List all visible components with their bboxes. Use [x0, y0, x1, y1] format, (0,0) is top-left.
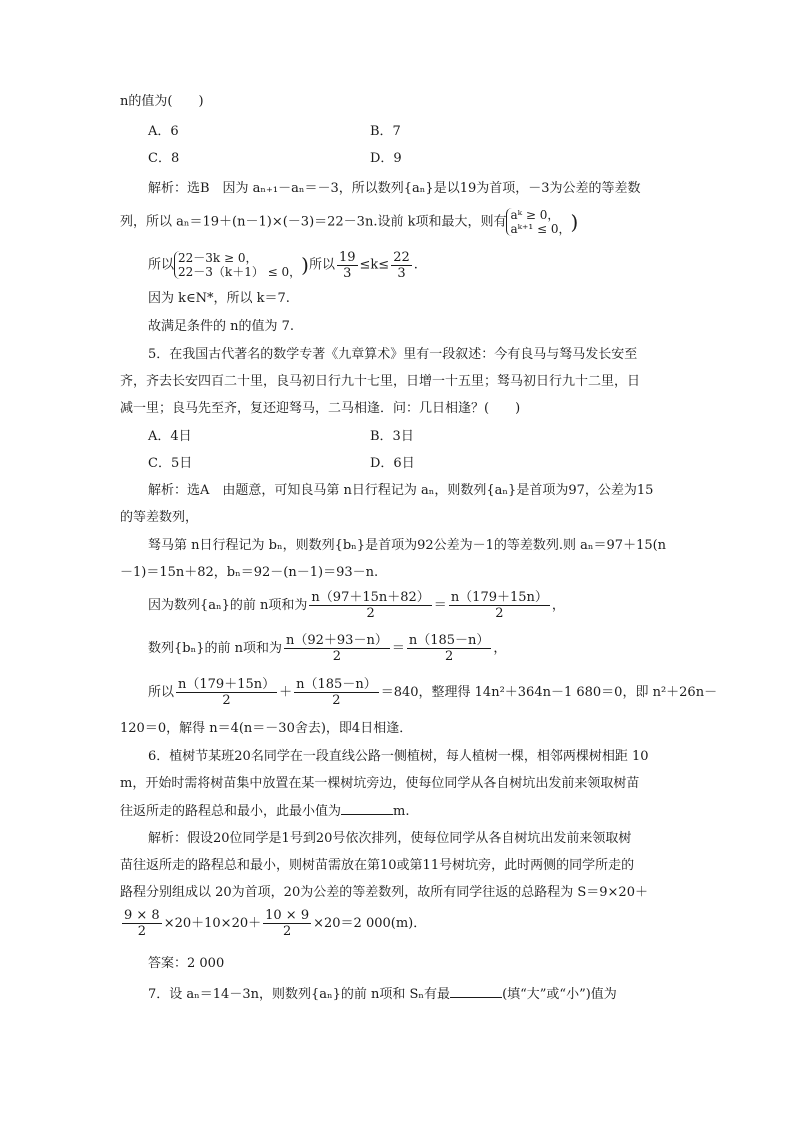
q6-solution-line-4: $\frac{9 \times 8}{2}$ ×20＋10×20＋ $\frac{10 \times 9}{2}$ ×20＝2 000(m)． — [124, 908, 427, 939]
q5-stem-line-3: 减一里；良马先至齐，复还迎驽马，二马相逢．问：几日相逢？( ) — [120, 401, 521, 416]
q5-solution-line-3: 驽马第 n日行程记为 bₙ，则数列{bₙ}是首项为92公差为－1的等差数列.则 aₙ＝97＋15(n — [148, 538, 667, 553]
q5-option-c: C．5日 — [148, 456, 193, 471]
q4-option-d: D．9 — [370, 151, 402, 166]
q5-option-d: D．6日 — [370, 456, 415, 471]
answer-blank — [341, 802, 393, 815]
q4-option-b: B．7 — [370, 124, 401, 139]
fraction-total-a: $\frac{n(179+15n)}{2}$ — [178, 677, 276, 708]
q5-solution-line-4: －1)＝15n＋82，bₙ＝92－(n－1)＝93－n. — [120, 565, 379, 580]
fraction-sum-a: $\frac{n(97+15n+82)}{2}$ — [311, 590, 430, 621]
q5-option-a: A．4日 — [148, 429, 192, 444]
inequality-system-1 — [506, 208, 570, 236]
q4-solution-line-1: 解析：选B 因为 aₙ₊₁－aₙ＝－3，所以数列{aₙ}是以19为首项，－3为公差的等差数 — [148, 181, 641, 196]
q7-stem: 7．设 aₙ＝14－3n，则数列{aₙ}的前 n项和 Sₙ有最 (填“大”或“小”)值为 — [148, 987, 617, 1002]
q6-stem-line-3: 往返所走的路程总和最小，此最小值为 m. — [120, 804, 410, 819]
q6-stem-line-1: 6．植树节某班20名同学在一段直线公路一侧植树，每人植树一棵，相邻两棵树相距 10 — [148, 749, 649, 764]
system-2-row-1: 22－3k ≥ 0， — [178, 251, 258, 265]
brace-close: ) — [570, 210, 579, 234]
brace-close: ) — [301, 253, 309, 277]
q4-therefore-1: 所以 — [148, 257, 175, 273]
q4-solution-line-2 — [120, 208, 578, 237]
fraction-total-b: $\frac{n(185-n)}{2}$ — [296, 677, 377, 708]
system-2-row-2: 22－3（k＋1） ≤ 0， — [178, 265, 302, 279]
q6-solution-line-1: 解析：假设20位同学是1号到20号依次排列，使每位同学从各自树坑出发前来领取树 — [148, 831, 632, 846]
system-1-row-1: aᵏ ≥ 0， — [510, 208, 560, 222]
q5-stem-line-2: 齐，齐去长安四百二十里，良马初日行九十七里，日增一十五里；驽马初日行九十二里，日 — [120, 374, 641, 389]
q5-solution-line-5: 因为数列{aₙ}的前 n项和为 $\frac{n(97+15n+82)}{2}$ ＝ $\frac{n(179+15n)}{2}$ ， — [148, 590, 565, 621]
q4-option-c: C．8 — [148, 151, 180, 166]
q5-solution-line-8: 120＝0，解得 n＝4(n＝－30舍去)，即4日相逢． — [120, 721, 413, 736]
q5-solution-line-2: 的等差数列， — [120, 510, 199, 525]
q6-solution-line-3: 路程分别组成以 20为首项，20为公差的等差数列，故所有同学往返的总路程为 S＝9×20＋ — [120, 885, 648, 900]
q4-stem-tail: n的值为( ) — [120, 94, 204, 109]
q4-option-a: A．6 — [148, 124, 179, 139]
q4-therefore-2: 所以 — [308, 257, 335, 273]
q6-answer: 答案：2 000 — [148, 956, 225, 971]
fraction-9x8-2: $\frac{9 \times 8}{2}$ — [124, 908, 160, 939]
q6-solution-line-2: 苗往返所走的路程总和最小，则树苗需放在第10或第11号树坑旁，此时两侧的同学所走的 — [120, 858, 635, 873]
fraction-19-3: $\frac{19}{3}$ — [338, 249, 356, 281]
q5-stem-line-1: 5．在我国古代著名的数学专著《九章算术》里有一段叙述：今有良马与驽马发长安至 — [148, 347, 638, 362]
k-range: ≤k≤ — [359, 257, 390, 273]
q5-solution-line-6: 数列{bₙ}的前 n项和为 $\frac{n(92+93-n)}{2}$ ＝ $\frac{n(185-n)}{2}$ ， — [148, 633, 507, 664]
fraction-sum-b: $\frac{n(92+93-n)}{2}$ — [286, 633, 388, 664]
q5-option-b: B．3日 — [370, 429, 414, 444]
q4-solution-line-3: 所以 22－3k ≥ 0， 22－3（k＋1） ≤ 0， )所以 $\frac{19}{3}$ ≤k≤ $\frac{22}{3}$ . — [148, 249, 418, 281]
q4-solution-line-4: 因为 k∈N*，所以 k＝7. — [148, 291, 290, 306]
fraction-10x9-2: $\frac{10 \times 9}{2}$ — [265, 908, 310, 939]
q5-solution-line-1: 解析：选A 由题意，可知良马第 n日行程记为 aₙ，则数列{aₙ}是首项为97，公差为15 — [148, 483, 654, 498]
inequality-system-2 — [174, 251, 301, 279]
q5-solution-line-7: 所以 $\frac{n(179+15n)}{2}$ ＋ $\frac{n(185-n)}{2}$ ＝840，整理得 14n²＋364n－1 680＝0，即 n²＋26n－ — [148, 677, 718, 708]
q6-stem-line-2: m，开始时需将树苗集中放置在某一棵树坑旁边，使每位同学从各自树坑出发前来领取树苗 — [120, 776, 640, 791]
q4-solution-line-5: 故满足条件的 n的值为 7. — [148, 319, 295, 334]
system-1-row-2: aᵏ⁺¹ ≤ 0， — [510, 222, 571, 236]
fraction-sum-b-simplified: $\frac{n(185-n)}{2}$ — [408, 633, 490, 664]
answer-blank — [450, 985, 502, 998]
q4-solution-line-2-text: 列，所以 aₙ＝19＋(n－1)×(－3)＝22－3n.设前 k项和最大，则有 — [120, 214, 507, 230]
fraction-sum-a-simplified: $\frac{n(179+15n)}{2}$ — [450, 590, 548, 621]
fraction-22-3: $\frac{22}{3}$ — [393, 249, 410, 281]
